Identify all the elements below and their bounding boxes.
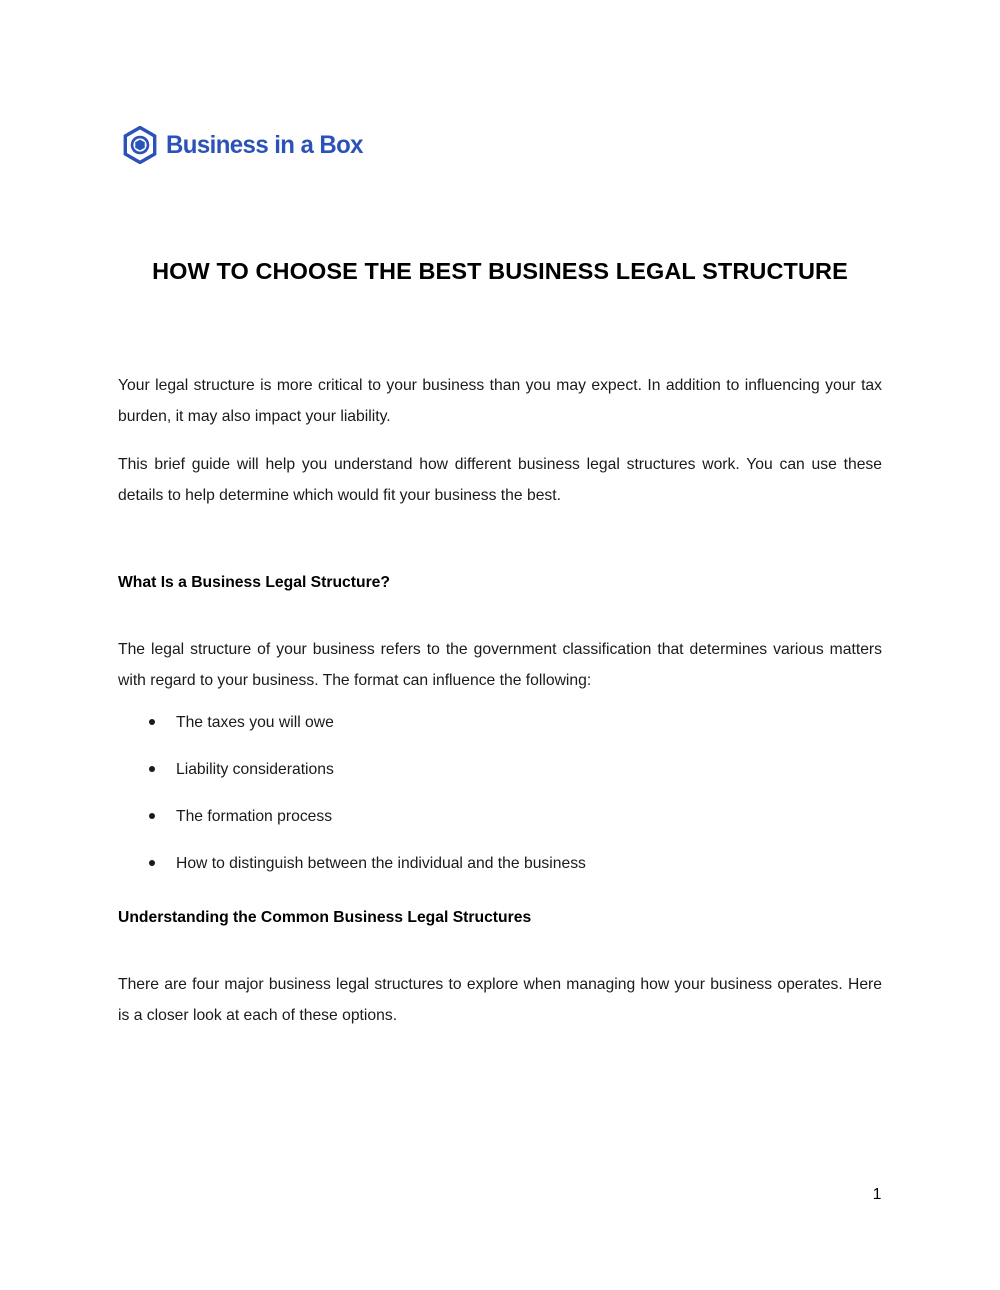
hexagon-logo-icon [123, 126, 157, 164]
brand-name: Business in a Box [166, 130, 363, 159]
list-item [118, 757, 882, 782]
list-item-label: The formation process [176, 808, 333, 825]
spacer [118, 598, 882, 634]
list-item [118, 804, 882, 829]
bullet-dot-icon [149, 719, 155, 725]
page-title: HOW TO CHOOSE THE BEST BUSINESS LEGAL STRUCTURE [152, 257, 848, 284]
bullet-dot-icon [149, 860, 155, 866]
section-one-paragraph: The legal structure of your business refers to the government classification that determines various matters with regard to your business. The format can influence the following: [118, 641, 882, 689]
spacer [118, 933, 882, 969]
intro-paragraph-1: Your legal structure is more critical to your business than you may expect. In addition to influencing your tax burden, it may also impact your liability. [118, 377, 882, 425]
page-number: 1 [872, 1186, 882, 1203]
list-item-label: How to distinguish between the individual and the business [176, 855, 586, 872]
bullet-dot-icon [149, 766, 155, 772]
brand-logo [123, 126, 371, 164]
section-two-paragraph: There are four major business legal structures to explore when managing how your business operates. Here is a closer look at each of these options. [118, 976, 882, 1024]
list-item [118, 851, 882, 876]
list-item [118, 710, 882, 735]
list-item-label: The taxes you will owe [176, 714, 334, 731]
list-item-label: Liability considerations [176, 761, 334, 778]
spacer [118, 511, 882, 541]
section-heading-understanding-common-structures: Understanding the Common Business Legal Structures [118, 909, 532, 926]
document-body [118, 370, 882, 1031]
bullet-dot-icon [149, 813, 155, 819]
intro-paragraph-2: This brief guide will help you understand how different business legal structures work. You can use these details to help determine which would fit your business the best. [118, 456, 882, 504]
section-heading-what-is-a-business-legal-structure: What Is a Business Legal Structure? [118, 574, 390, 591]
feature-bullet-list [118, 710, 882, 876]
